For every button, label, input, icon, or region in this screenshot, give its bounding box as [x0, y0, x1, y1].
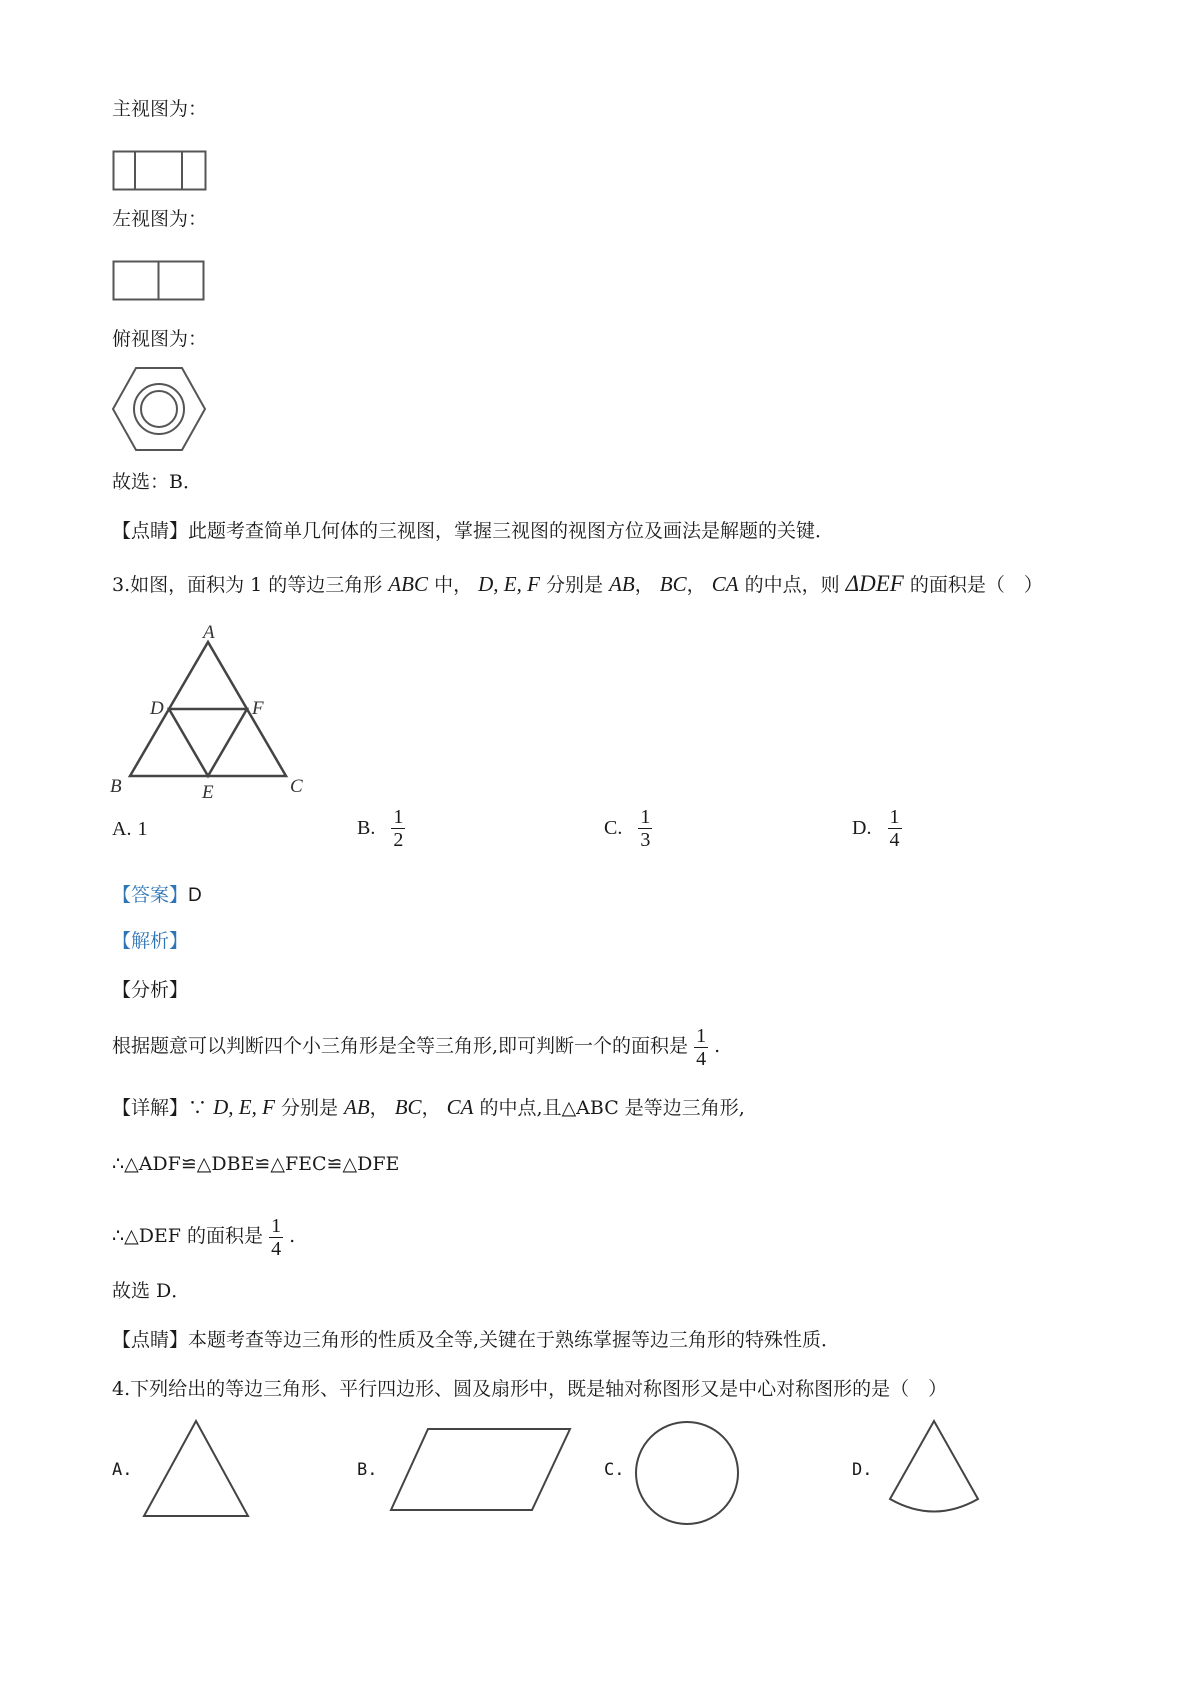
front-view-figure — [112, 150, 207, 192]
q2-answer-choice: 故选：B． — [112, 471, 202, 493]
q3-fenxi-fraction — [694, 1025, 708, 1070]
q4-option-d-label: D. — [852, 1460, 873, 1480]
q3-stem-abc: ABC — [388, 572, 429, 596]
q3-option-b-label: B. — [357, 817, 376, 839]
q3-option-d-num: 1 — [889, 806, 900, 828]
q3-stem-bc: BC — [659, 572, 687, 596]
q4-option-d-sector — [884, 1418, 984, 1522]
q3-detail-sep1: ， — [369, 1097, 389, 1119]
q3-stem-ca: CA — [711, 572, 739, 596]
q3-option-c-fraction — [638, 806, 652, 851]
left-view-label: 左视图为： — [112, 208, 208, 230]
left-view-figure — [112, 260, 206, 302]
q3-option-c-num: 1 — [640, 806, 651, 828]
q2-comment-text: 此题考查简单几何体的三视图，掌握三视图的视图方位及画法是解题的关键． — [188, 520, 835, 542]
q3-option-b-fraction — [391, 806, 405, 851]
q3-option-d-den: 4 — [889, 829, 900, 851]
q3-answer-tag: 【答案】 — [112, 884, 189, 906]
q3-fenxi-end: . — [714, 1035, 721, 1057]
q3-option-a-value: 1 — [137, 818, 148, 840]
label-c: C — [290, 776, 303, 797]
q3-stem-suffix: 的面积是（ ） — [909, 574, 1043, 596]
q3-stem-ab: AB — [609, 572, 635, 596]
q3-stem-sep1: ， — [634, 574, 654, 596]
q3-detail-mid1: 分别是 — [280, 1097, 338, 1119]
q3-area-prefix: ∴△DEF 的面积是 — [112, 1225, 264, 1247]
q3-option-c-den: 3 — [640, 829, 651, 851]
q3-option-b-den: 2 — [393, 829, 404, 851]
q3-area — [112, 1206, 295, 1266]
label-a: A — [203, 622, 215, 643]
q3-comment — [112, 1327, 840, 1353]
q3-detail-ab: AB — [344, 1095, 370, 1119]
q4-option-c-label: C. — [604, 1460, 625, 1480]
q3-option-d-label: D. — [852, 817, 872, 839]
q3-area-den: 4 — [271, 1237, 282, 1260]
q3-detail — [112, 1094, 745, 1121]
q3-stem-def: D, E, F — [478, 572, 540, 596]
q3-fenxi-text: 根据题意可以判断四个小三角形是全等三角形,即可判断一个的面积是 — [112, 1035, 689, 1057]
q4-option-a-label: A. — [112, 1460, 133, 1480]
q3-analysis-tag: 【解析】 — [112, 930, 189, 952]
q3-fenxi-num: 1 — [696, 1024, 707, 1047]
q2-comment — [112, 518, 834, 544]
q3-detail-end: 的中点,且△ABC 是等边三角形, — [479, 1097, 745, 1119]
q4-option-c-circle — [632, 1418, 742, 1528]
label-f: F — [252, 698, 264, 719]
q3-stem — [112, 571, 1043, 598]
top-view-label: 俯视图为： — [112, 328, 208, 350]
q3-comment-tag: 【点睛】 — [112, 1329, 189, 1351]
q3-area-fraction — [269, 1215, 283, 1260]
q3-detail-def: D, E, F — [213, 1095, 275, 1119]
q3-area-num: 1 — [271, 1214, 282, 1237]
q3-congruent-line: ∴△ADF≌△DBE≌△FEC≌△DFE — [112, 1153, 400, 1175]
q3-detail-tag: 【详解】 — [112, 1097, 189, 1119]
q3-fenxi-tag: 【分析】 — [112, 979, 189, 1001]
q3-area-end: . — [289, 1225, 296, 1247]
q3-comment-text: 本题考查等边三角形的性质及全等,关键在于熟练掌握等边三角形的特殊性质． — [188, 1329, 841, 1351]
q3-fenxi — [112, 1016, 720, 1076]
q3-option-a-label: A. — [112, 818, 132, 840]
q3-answer — [112, 882, 202, 909]
q3-option-b — [357, 806, 405, 851]
q3-option-d — [852, 806, 902, 851]
q4-option-b-parallelogram — [388, 1426, 574, 1514]
q3-answer-value: D — [188, 885, 202, 906]
q3-option-c-label: C. — [604, 817, 623, 839]
q3-detail-bc: BC — [394, 1095, 422, 1119]
q3-detail-sep2: ， — [421, 1097, 441, 1119]
q3-stem-triangle: ΔDEF — [845, 571, 904, 596]
q3-option-c — [604, 806, 652, 851]
q3-detail-ca: CA — [446, 1095, 474, 1119]
q3-triangle-figure — [104, 618, 304, 798]
q3-stem-mid1: 中， — [434, 574, 473, 596]
label-d: D — [150, 698, 164, 719]
q3-stem-mid2: 分别是 — [546, 574, 604, 596]
q3-detail-because: ∵ — [188, 1097, 208, 1119]
label-e: E — [202, 782, 214, 798]
q3-stem-prefix: 3.如图，面积为 1 的等边三角形 — [112, 574, 383, 596]
q4-option-b-label: B. — [357, 1460, 378, 1480]
q4-stem: 4.下列给出的等边三角形、平行四边形、圆及扇形中，既是轴对称图形又是中心对称图形的是（ ） — [112, 1378, 948, 1400]
front-view-label: 主视图为： — [112, 98, 208, 120]
q3-stem-mid3: 的中点，则 — [744, 574, 840, 596]
top-view-figure — [110, 366, 208, 452]
q3-option-a — [112, 818, 148, 841]
q3-stem-sep2: ， — [686, 574, 706, 596]
q4-option-a-triangle — [140, 1418, 252, 1520]
q2-comment-tag: 【点睛】 — [112, 520, 189, 542]
q3-option-b-num: 1 — [393, 806, 404, 828]
q3-fenxi-den: 4 — [696, 1047, 707, 1070]
q3-choice: 故选 D． — [112, 1280, 191, 1302]
triangle-def — [169, 709, 247, 776]
q3-option-d-fraction — [888, 806, 902, 851]
label-b: B — [110, 776, 122, 797]
